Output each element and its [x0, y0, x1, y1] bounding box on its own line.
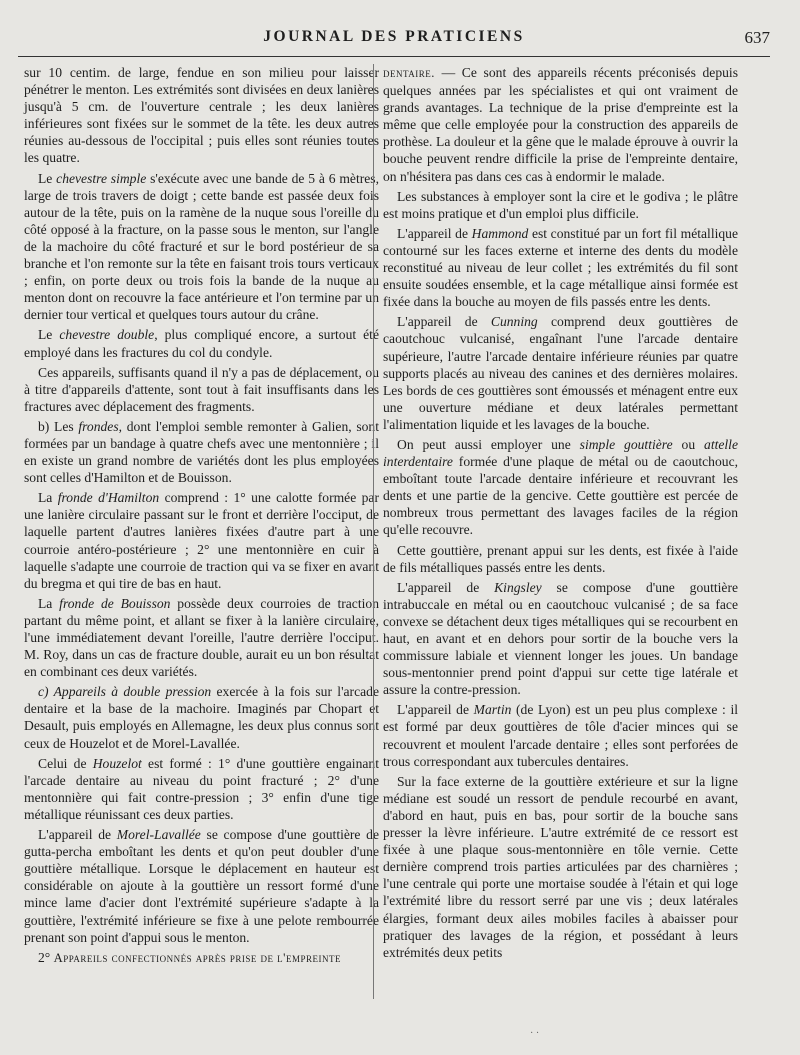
paragraph: c) Appareils à double pression exercée à la fois sur l'arcade dentaire et la base de la machoire. Imaginés par Chopart et Desault, puis employés en Allemagne, les deux plus connus sont ceux de Houzelot et de Morel-Lavallée.: [24, 684, 379, 751]
paragraph: L'appareil de Martin (de Lyon) est un peu plus complexe : il est formé par deux gouttières de tôle d'acier minces qui se recouvrent et moulent l'arcade dentaire ; elles sont perforées de trous correspondant aux tubercules dentaires.: [383, 702, 739, 769]
column-divider: [373, 64, 374, 999]
paragraph: On peut aussi employer une simple gouttière ou attelle interdentaire formée d'une plaque de métal ou de caoutchouc, emboîtant toute l'arcade dentaire inférieure et recouvrant les dents et une partie de la gencive. Cette gouttière est percée de nombreux trous permettant des lavages faciles de la région qu'elle recouvre.: [383, 436, 738, 538]
section-heading: 2° Appareils confectionnés après prise de l'empreinte: [38, 949, 341, 965]
italic-term: fronde de Bouisson: [59, 595, 171, 611]
paragraph: Le chevestre double, plus compliqué encore, a surtout été employé dans les fractures du col du condyle.: [24, 327, 379, 360]
page-number: 637: [744, 28, 770, 47]
paragraph: dentaire. — Ce sont des appareils récents préconisés depuis quelques années par les spécialistes et qui ont vraiment de grands avantages. La technique de la prise d'empreinte est la même que celle employée pour la construction des appareils de prothèse. La douleur et la gêne que le malade éprouve à ouvrir la bouche peuvent rendre difficile la prise de l'empreinte dentaire, on n'hésitera pas dans ces cas à endormir le malade.: [383, 65, 738, 184]
italic-term: chevestre double: [59, 327, 155, 343]
paragraph: Sur la face externe de la gouttière extérieure et sur la ligne médiane est soudé un ressort de pendule recourbé en avant, d'abord en haut, puis en bas, pour sortir de la bouche sans presser la lèvre inférieure. L'autre extrémité de ce ressort est fixée à une plaque sous-mentonnière en tôle vernie. Cette dernière comprend trois parties articulées par des charnières ; l'une centrale qui porte une mortaise soudée à l'étain et qui loge l'extrémité libre du ressort serré par une vis ; deux latérales élargies, formant deux ailes mobiles faciles à abaisser pour pratiquer des lavages de la région, et possédant à leurs extrémités deux petits: [383, 773, 738, 960]
italic-term: fronde d'Hamilton: [57, 490, 160, 506]
paragraph: L'appareil de Hammond est constitué par un fort fil métallique contourné sur les faces externe et interne des dents du modèle reconstitué au niveau de leur collet ; les extrémités du fil sont ensuite soudées ensemble, et la cage métallique ainsi formée est fixée dans la bouche au moyen de fils passés entre les dents.: [383, 225, 738, 310]
paragraph: Les substances à employer sont la cire et le godiva ; le plâtre est moins pratique et d'un emploi plus difficile.: [383, 188, 738, 221]
paragraph: Celui de Houzelot est formé : 1° d'une gouttière engainant l'arcade dentaire au niveau du point fracturé ; 2° d'une mentonnière qui fait contre-pression ; 3° enfin d'une tige métallique réunissant ces deux parties.: [24, 755, 379, 822]
italic-term: Houzelot: [92, 755, 142, 771]
paragraph: Cette gouttière, prenant appui sur les dents, est fixée à l'aide de fils métalliques passés entre les dents.: [383, 542, 738, 575]
page-marks: · ·: [530, 1028, 540, 1039]
running-title: JOURNAL DES PRATICIENS: [263, 28, 525, 45]
paragraph: Le chevestre simple s'exécute avec une bande de 5 à 6 mètres, large de trois travers de doigt ; cette bande est passée deux fois autour de la tête, puis on la ramène de la nuque sous l'oreille du côté opposé à la fracture, on la passe sous le menton, sur l'angle de la machoire du côté fracturé et sur le bord postérieur de sa branche et l'on remonte sur la tête en faisant trois tours verticaux ; enfin, on porte deux ou trois fois la bande de la nuque au menton dont on recouvre la face antérieure et l'on termine par un dernier tour vertical et quelques tours autour du crâne.: [24, 170, 379, 323]
paragraph: La fronde d'Hamilton comprend : 1° une calotte formée par une lanière circulaire passant sur le front et derrière l'occiput, de laquelle partent d'autres lanières fixées d'autre part à une courroie antéro-postérieure ; 2° une mentonnière en cuir à laquelle s'adapte une courroie de traction qui va se fixer en avant du bregma et qui tire de bas en haut.: [24, 490, 379, 591]
italic-term: simple gouttière: [579, 436, 673, 452]
italic-term: Cunning: [490, 314, 538, 330]
italic-term: c) Appareils à double pression: [38, 684, 212, 700]
paragraph: L'appareil de Morel-Lavallée se compose d'une gouttière de gutta-percha emboîtant les dents et qu'on peut doubler d'une gouttière métallique. Lorsque le déplacement en hauteur est considérable on ajoute à la gouttière un ressort formé d'une mince lame d'acier dont l'extrémité supérieure s'adapte à la gouttière, l'extrémité inférieure se fixe à une pelote rembourrée prenant son point d'appui sous le menton.: [24, 827, 380, 945]
paragraph: sur 10 centim. de large, fendue en son milieu pour laisser pénétrer le menton. Les extrémités sont divisées en deux lanières jusqu'à 5 cm. de l'ouverture centrale ; les deux lanières inférieures sont fixées sur le sommet de la tête. les deux autres réunies au-dessous de l'occipital ; puis elles sont réunies toutes les quatre.: [24, 65, 379, 166]
italic-term: attelle interdentaire: [383, 436, 738, 470]
italic-term: frondes: [78, 418, 119, 434]
header-rule: [18, 56, 770, 57]
right-column: [383, 64, 738, 964]
left-column: [24, 64, 379, 970]
paragraph: L'appareil de Cunning comprend deux gouttières de caoutchouc vulcanisé, engaînant l'une l'arcade dentaire supérieure, l'autre l'arcade dentaire inférieure réunies par quatre supports placés au niveau des canines et des dernières molaires. Les bords de ces gouttières sont émoussés et ménagent entre eux une ouverture médiane et deux latérales permettant l'alimentation liquide et les lavages de la bouche.: [383, 314, 738, 432]
paragraph: Ces appareils, suffisants quand il n'y a pas de déplacement, ou à titre d'appareils d'attente, sont tout à fait insuffisants dans les fractures avec déplacement des fragments.: [24, 364, 379, 414]
paragraph: La fronde de Bouisson possède deux courroies de traction partant du même point, et allant se fixer à la lanière circulaire, l'une immédiatement devant l'oreille, l'autre derrière l'occiput. M. Roy, dans un cas de fracture double, aurait eu un bon résultat en combinant ces deux variétés.: [24, 595, 379, 680]
italic-term: chevestre simple: [56, 170, 147, 186]
italic-term: Martin: [473, 702, 512, 718]
page-header: [18, 28, 770, 52]
italic-term: Morel-Lavallée: [116, 827, 201, 843]
italic-term: Kingsley: [494, 579, 542, 595]
paragraph: b) Les frondes, dont l'emploi semble remonter à Galien, sont formées par un bandage à quatre chefs avec une mentonnière ; il en existe un grand nombre de variétés dont les plus employées sont celles d'Hamilton et de Bouisson.: [24, 418, 379, 486]
italic-term: Hammond: [471, 225, 529, 241]
paragraph: L'appareil de Kingsley se compose d'une gouttière intrabuccale en métal ou en caoutchouc vulcanisé ; de sa face convexe se détachent deux tiges métalliques qui se recourbent en haut, en avant et en dehors pour sortir de la bouche vers la commissure labiale et viennent longer les joues. Un bandage sous-mentonnier prend point d'appui sur cette tige latérale et assure la contre-pression.: [383, 579, 739, 698]
